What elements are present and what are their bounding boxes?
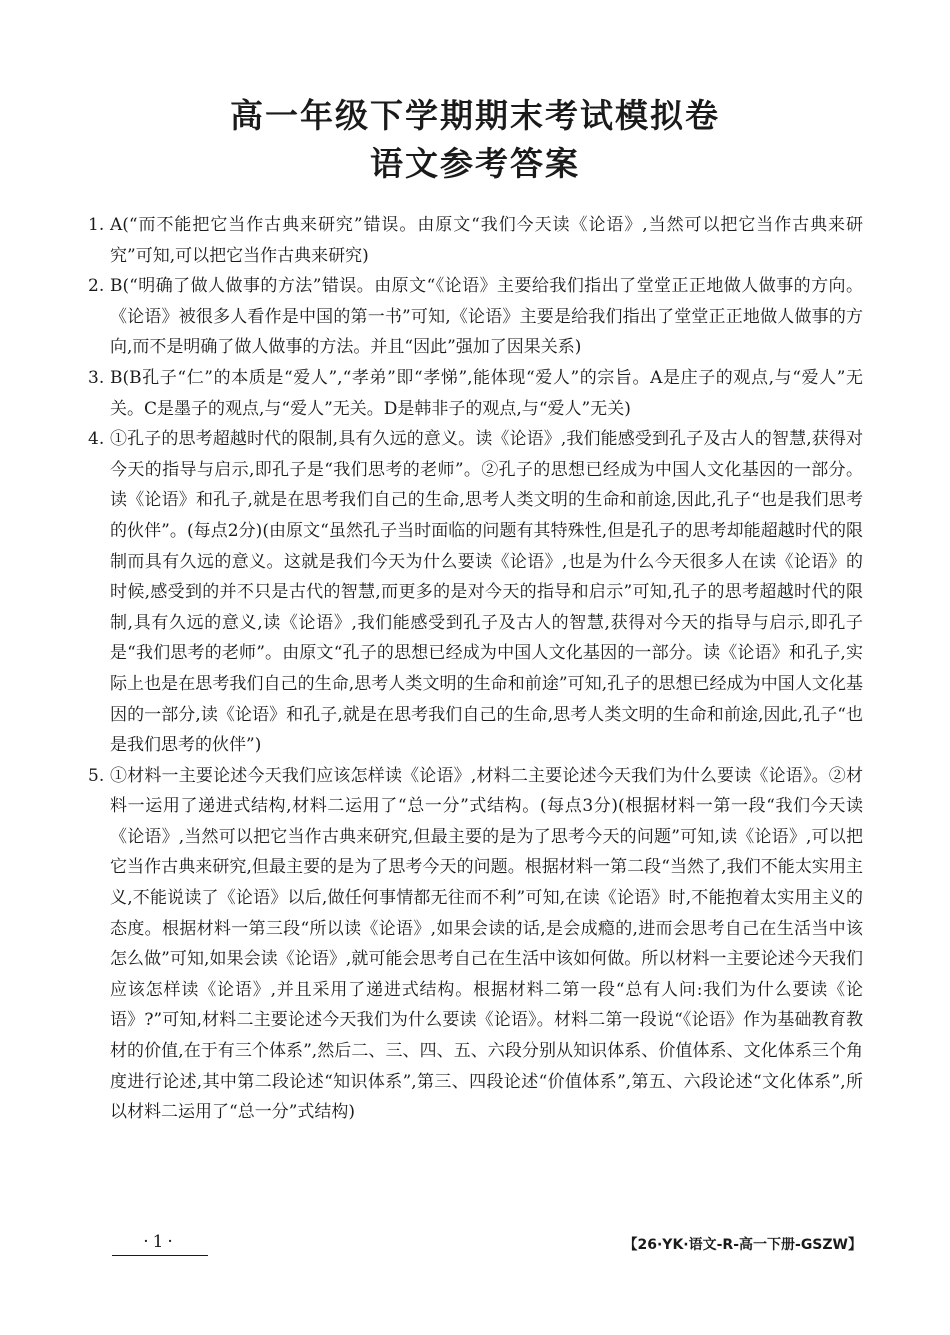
answer-number: 1. [88, 215, 105, 235]
answer-item-1 [88, 210, 863, 271]
answer-number: 4. [88, 429, 105, 450]
answer-item-5 [88, 761, 863, 1128]
answer-list [88, 210, 863, 1128]
answer-number: 3. [88, 367, 105, 388]
page-subtitle: 语文参考答案 [370, 144, 580, 183]
answer-item-3 [88, 363, 863, 424]
answer-text: ①材料一主要论述今天我们应该怎样读《论语》,材料二主要论述今天我们为什么要读《论语》。②材料一运用了递进式结构,材料二运用了“总一分”式结构。(每点3分)(根据材料一第一段“我们今天读《论语》,当然可以把它当作古典来研究,但最主要的是为了思考今天的问题”可知,读《论语》,可以把它当作古典来研究,但最主要的是为了思考今天的问题。根据材料一第二段“当然了,我们不能太实用主义,不能说读了《论语》以后,做任何事情都无往而不利”可知,在读《论语》时,不能抱着太实用主义的态度。根据材料一第三段“所以读《论语》,如果会读的话,是会成瘾的,进而会思考自己在生活当中该怎么做”可知,如果会读《论语》,就可能会思考自己在生活中该如何做。所以材料一主要论述今天我们应该怎样读《论语》,并且采用了递进式结构。根据材料二第一段“总有人问:我们为什么要读《论语》?”可知,材料二主要论述今天我们为什么要读《论语》。材料二第一段说“《论语》作为基础教育教材的价值,在于有三个体系”,然后二、三、四、五、六段分别从知识体系、价值体系、文化体系三个角度进行论述,其中第二段论述“知识体系”,第三、四段论述“价值体系”,第五、六段论述“文化体系”,所以材料二运用了“总一分”式结构) [110, 765, 863, 1123]
page-title: 高一年级下学期期末考试模拟卷 [230, 96, 720, 135]
document-code: 【26·YK·语文-R-高一下册-GSZW】 [623, 1237, 862, 1253]
answer-text: ①孔子的思考超越时代的限制,具有久远的意义。读《论语》,我们能感受到孔子及古人的智慧,获得对今天的指导与启示,即孔子是“我们思考的老师”。②孔子的思想已经成为中国人文化基因的一部分。读《论语》和孔子,就是在思考我们自己的生命,思考人类文明的生命和前途,因此,孔子“也是我们思考的伙伴”。(每点2分)(由原文“虽然孔子当时面临的问题有其特殊性,但是孔子的思考却能超越时代的限制而具有久远的意义。这就是我们今天为什么要读《论语》,也是为什么今天很多人在读《论语》的时候,感受到的并不只是古代的智慧,而更多的是对今天的指导和启示”可知,孔子的思考超越时代的限制,具有久远的意义,读《论语》,我们能感受到孔子及古人的智慧,获得对今天的指导与启示,即孔子是“我们思考的老师”。由原文“孔子的思想已经成为中国人文化基因的一部分。读《论语》和孔子,实际上也是在思考我们自己的生命,思考人类文明的生命和前途”可知,孔子的思想已经成为中国人文化基因的一部分,读《论语》和孔子,就是在思考我们自己的生命,思考人类文明的生命和前途,因此,孔子“也是我们思考的伙伴”) [110, 429, 863, 756]
answer-number: 5. [88, 765, 105, 786]
answer-text: A(“而不能把它当作古典来研究”错误。由原文“我们今天读《论语》,当然可以把它当作古典来研究”可知,可以把它当作古典来研究) [110, 215, 863, 266]
answer-number: 2. [88, 276, 105, 297]
answer-item-4 [88, 424, 863, 761]
page-number: ·1· [112, 1232, 208, 1256]
answer-text: B(“明确了做人做事的方法”错误。由原文“《论语》主要给我们指出了堂堂正正地做人做事的方向。《论语》被很多人看作是中国的第一书”可知,《论语》主要是给我们指出了堂堂正正地做人做事的方向,而不是明确了做人做事的方法。并且“因此”强加了因果关系) [110, 276, 863, 358]
answer-text: B(B孔子“仁”的本质是“爱人”,“孝弟”即“孝悌”,能体现“爱人”的宗旨。A是庄子的观点,与“爱人”无关。C是墨子的观点,与“爱人”无关。D是韩非子的观点,与“爱人”无关) [110, 367, 863, 419]
answer-item-2 [88, 271, 863, 363]
